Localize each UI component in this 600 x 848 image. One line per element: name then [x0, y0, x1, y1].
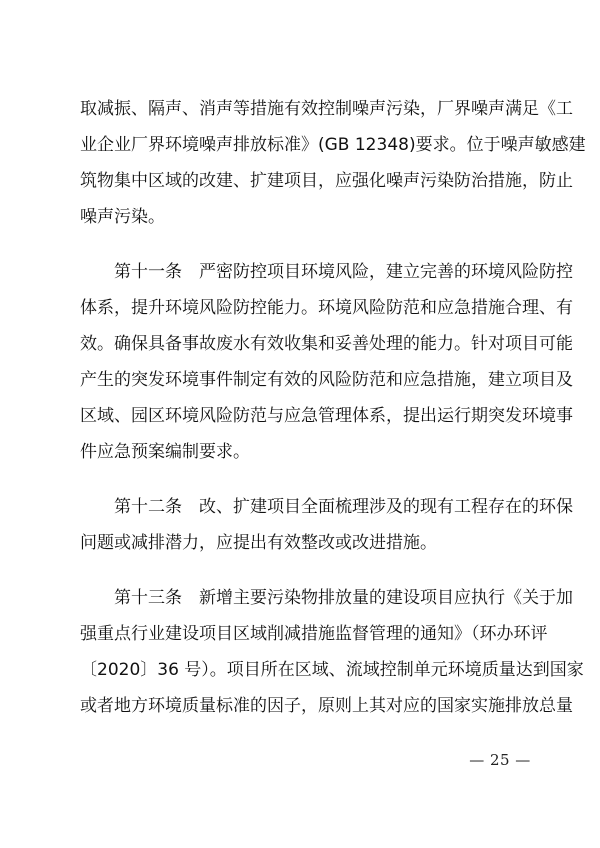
- paragraph-article-12: [80, 489, 573, 561]
- text-line: 取减振、隔声、消声等措施有效控制噪声污染，厂界噪声满足《工: [80, 99, 573, 119]
- text-line: 体系，提升环境风险防控能力。环境风险防范和应急措施合理、有: [80, 298, 573, 318]
- paragraph-article-11: [80, 254, 573, 470]
- text-line: 第十二条 改、扩建项目全面梳理涉及的现有工程存在的环保: [114, 497, 573, 517]
- paragraph-noise-control: [80, 91, 586, 235]
- text-line: 业企业厂界环境噪声排放标准》(GB 12348)要求。位于噪声敏感建: [80, 135, 586, 155]
- paragraph-article-13: [80, 580, 584, 724]
- text-line: 筑物集中区域的改建、扩建项目，应强化噪声污染防治措施，防止: [80, 171, 573, 191]
- text-line: 区域、园区环境风险防范与应急管理体系，提出运行期突发环境事: [80, 406, 573, 426]
- text-line: 第十三条 新增主要污染物排放量的建设项目应执行《关于加: [114, 588, 573, 608]
- text-line: 产生的突发环境事件制定有效的风险防范和应急措施，建立项目及: [80, 370, 573, 390]
- text-line: 问题或减排潜力，应提出有效整改或改进措施。: [80, 533, 437, 553]
- text-line: 效。确保具备事故废水有效收集和妥善处理的能力。针对项目可能: [80, 334, 573, 354]
- page-number: — 25 —: [469, 751, 531, 769]
- text-line: 噪声污染。: [80, 207, 165, 227]
- text-line: 第十一条 严密防控项目环境风险，建立完善的环境风险防控: [114, 262, 573, 282]
- text-line: 或者地方环境质量标准的因子，原则上其对应的国家实施排放总量: [80, 696, 573, 716]
- text-line: 强重点行业建设项目区域削减措施监督管理的通知》（环办环评: [80, 624, 548, 644]
- document-body: [80, 91, 586, 724]
- text-line: 件应急预案编制要求。: [80, 442, 250, 462]
- text-line: 〔2020〕36 号）。项目所在区域、流域控制单元环境质量达到国家: [80, 660, 584, 680]
